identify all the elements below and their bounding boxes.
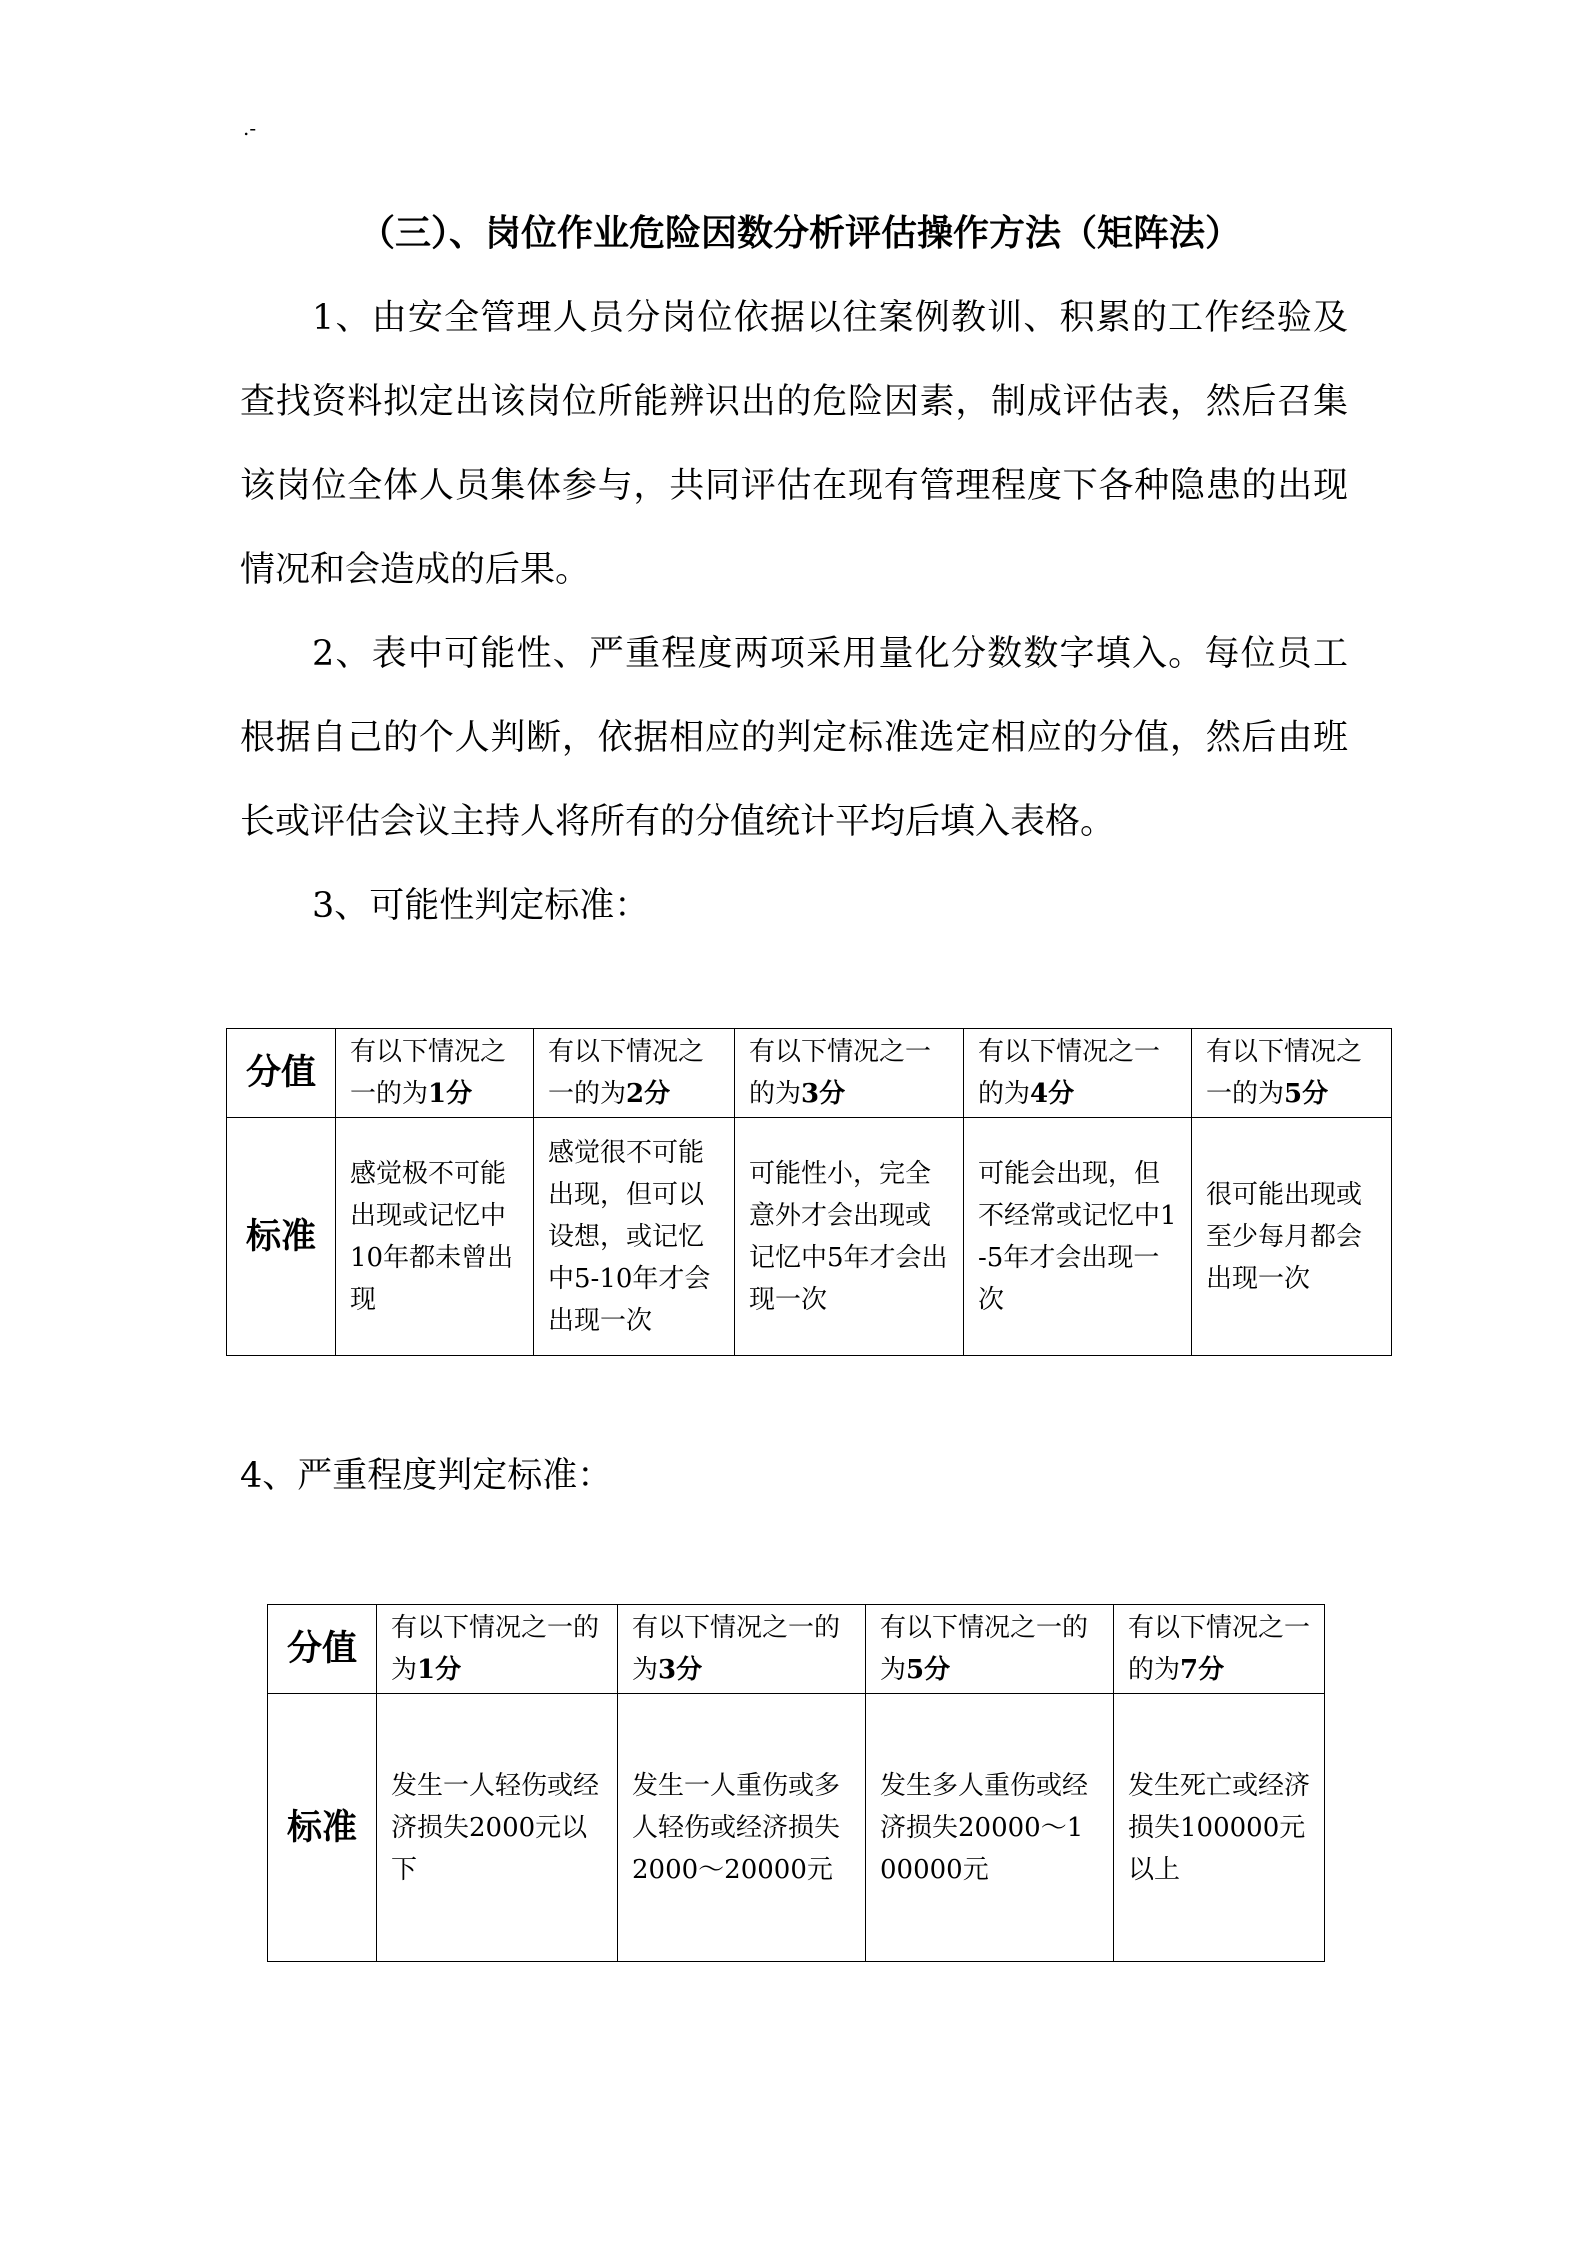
standard-cell: 可能会出现，但不经常或记忆中1-5年才会出现一次 xyxy=(964,1118,1192,1356)
score-cell: 有以下情况之一的为3分 xyxy=(735,1029,964,1118)
standard-row-label: 标准 xyxy=(268,1694,377,1962)
standard-cell: 很可能出现或至少每月都会出现一次 xyxy=(1192,1118,1392,1356)
standard-cell: 发生多人重伤或经济损失20000～100000元 xyxy=(866,1694,1114,1962)
standard-cell: 感觉很不可能出现，但可以设想，或记忆中5-10年才会出现一次 xyxy=(534,1118,735,1356)
score-cell: 有以下情况之一的为1分 xyxy=(336,1029,534,1118)
standard-cell: 可能性小，完全意外才会出现或记忆中5年才会出现一次 xyxy=(735,1118,964,1356)
standard-row xyxy=(268,1694,1325,1962)
score-row-label: 分值 xyxy=(268,1605,377,1694)
severity-criteria-table xyxy=(267,1604,1325,1962)
standard-row xyxy=(227,1118,1392,1356)
score-row xyxy=(268,1605,1325,1694)
paragraph-4: 4、严重程度判定标准： xyxy=(240,1456,613,1496)
standard-cell: 发生死亡或经济损失100000元以上 xyxy=(1114,1694,1325,1962)
header-mark: .- xyxy=(243,116,257,140)
score-cell: 有以下情况之一的为1分 xyxy=(377,1605,618,1694)
standard-cell: 发生一人轻伤或经济损失2000元以下 xyxy=(377,1694,618,1962)
score-cell: 有以下情况之一的为5分 xyxy=(1192,1029,1392,1118)
score-cell: 有以下情况之一的为3分 xyxy=(618,1605,866,1694)
standard-cell: 感觉极不可能出现或记忆中10年都未曾出现 xyxy=(336,1118,534,1356)
score-cell: 有以下情况之一的为7分 xyxy=(1114,1605,1325,1694)
paragraph-3: 3、可能性判定标准： xyxy=(312,886,650,926)
score-cell: 有以下情况之一的为5分 xyxy=(866,1605,1114,1694)
standard-cell: 发生一人重伤或多人轻伤或经济损失2000～20000元 xyxy=(618,1694,866,1962)
standard-row-label: 标准 xyxy=(227,1118,336,1356)
paragraph-2: 2、表中可能性、严重程度两项采用量化分数数字填入。每位员工根据自己的个人判断，依据相应的判定标准选定相应的分值，然后由班长或评估会议主持人将所有的分值统计平均后填入表格。 xyxy=(240,634,1348,842)
score-cell: 有以下情况之一的为4分 xyxy=(964,1029,1192,1118)
possibility-criteria-table xyxy=(226,1028,1392,1356)
score-row xyxy=(227,1029,1392,1118)
paragraph-1: 1、由安全管理人员分岗位依据以往案例教训、积累的工作经验及查找资料拟定出该岗位所能辨识出的危险因素，制成评估表，然后召集该岗位全体人员集体参与，共同评估在现有管理程度下各种隐患的出现情况和会造成的后果。 xyxy=(240,298,1348,590)
score-row-label: 分值 xyxy=(227,1029,336,1118)
section-heading: （三）、岗位作业危险因数分析评估操作方法（矩阵法） xyxy=(358,212,1241,254)
score-cell: 有以下情况之一的为2分 xyxy=(534,1029,735,1118)
